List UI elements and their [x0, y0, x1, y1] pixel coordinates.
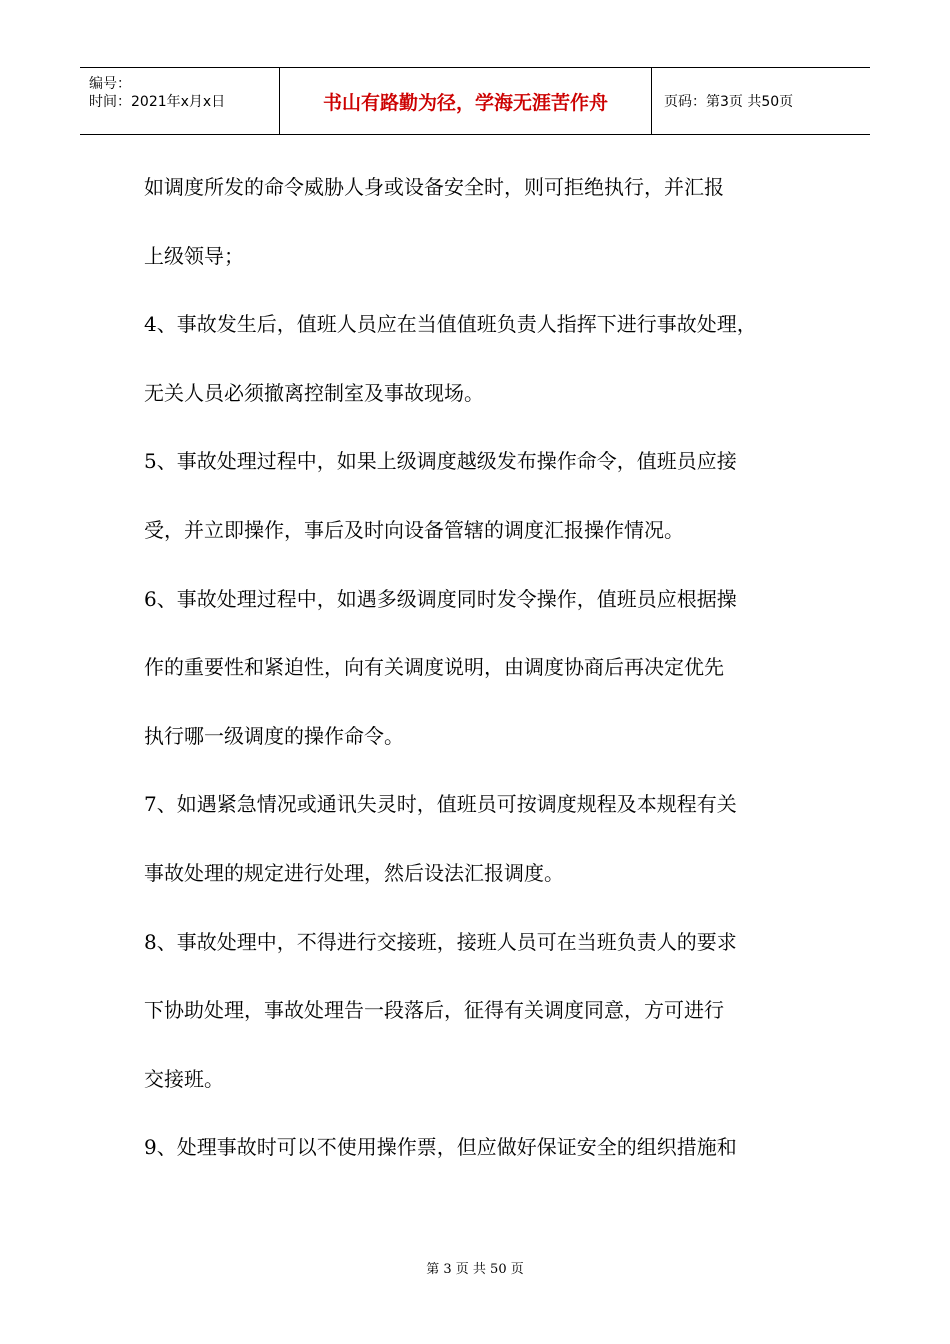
document-number-label: 编号：	[89, 76, 131, 92]
header-info-cell	[80, 68, 280, 134]
body-line: 如调度所发的命令威胁人身或设备安全时，则可拒绝执行，并汇报	[144, 175, 724, 199]
body-line: 执行哪一级调度的操作命令。	[144, 723, 404, 748]
header-motto: 书山有路勤为径，学海无涯苦作舟	[280, 68, 652, 134]
body-line: 受，并立即操作，事后及时向设备管辖的调度汇报操作情况。	[144, 517, 684, 542]
page-header	[80, 67, 870, 135]
body-line: 9、处理事故时可以不使用操作票，但应做好保证安全的组织措施和	[144, 1135, 737, 1160]
body-line: 作的重要性和紧迫性，向有关调度说明，由调度协商后再决定优先	[144, 655, 724, 680]
body-line: 下协助处理，事故处理告一段落后，征得有关调度同意，方可进行	[144, 998, 724, 1023]
body-line: 上级领导；	[144, 243, 244, 268]
body-line: 交接班。	[144, 1066, 224, 1091]
body-line: 4、事故发生后，值班人员应在当值值班负责人指挥下进行事故处理，	[144, 312, 757, 337]
page-footer: 第 3 页 共 50 页	[426, 1262, 524, 1277]
body-line: 事故处理的规定进行处理，然后设法汇报调度。	[144, 860, 564, 885]
body-line: 无关人员必须撤离控制室及事故现场。	[144, 380, 484, 405]
body-line: 5、事故处理过程中，如果上级调度越级发布操作命令，值班员应接	[144, 449, 737, 474]
body-line: 7、如遇紧急情况或通讯失灵时，值班员可按调度规程及本规程有关	[144, 792, 737, 817]
document-body	[144, 166, 834, 1195]
document-time-label: 时间：2021年x月x日	[89, 94, 226, 110]
header-page-info: 页码：第3页 共50页	[664, 94, 794, 110]
body-line: 8、事故处理中，不得进行交接班，接班人员可在当班负责人的要求	[144, 929, 737, 954]
body-line: 6、事故处理过程中，如遇多级调度同时发令操作，值班员应根据操	[144, 586, 737, 611]
